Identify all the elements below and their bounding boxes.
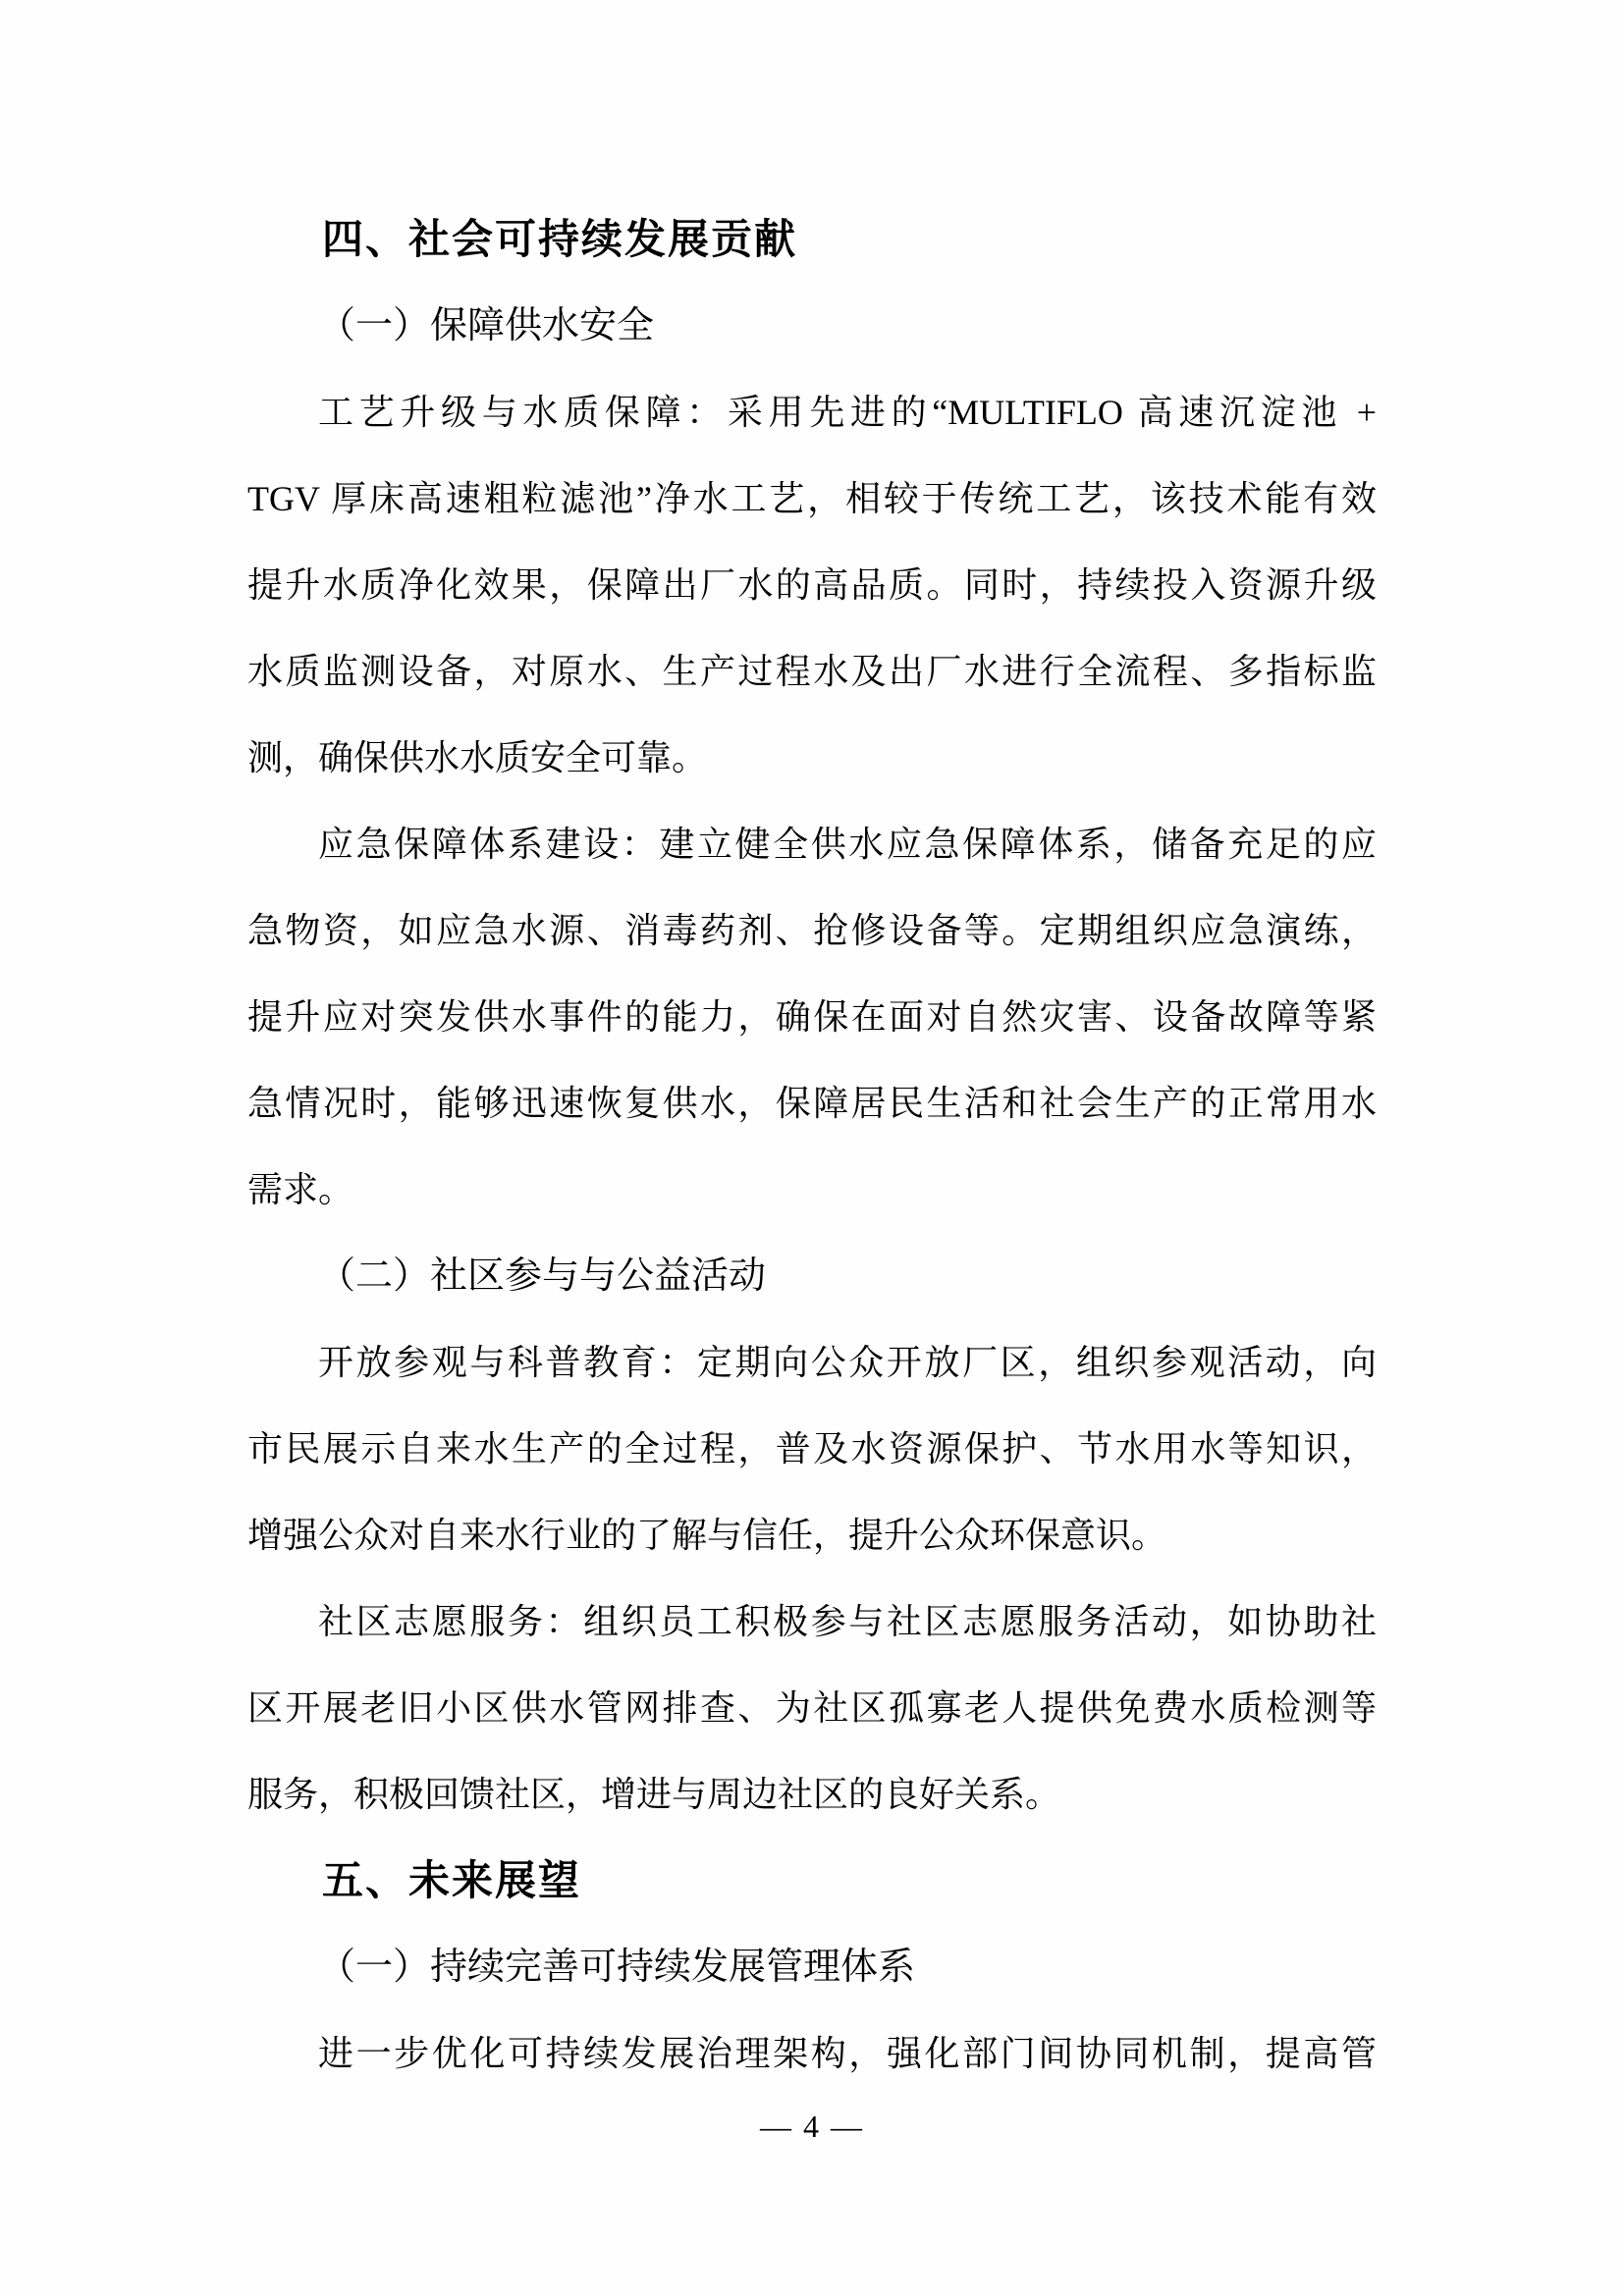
paragraph-line: 提升水质净化效果，保障出厂水的高品质。同时，持续投入资源升级 [247,565,1377,605]
subsection-heading: （二）社区参与与公益活动 [318,1255,767,1297]
paragraph-line: 开放参观与科普教育：定期向公众开放厂区，组织参观活动，向 [318,1343,1377,1382]
paragraph-line: 提升应对突发供水事件的能力，确保在面对自然灾害、设备故障等紧 [247,997,1377,1037]
paragraph-line: 需求。 [247,1170,354,1209]
paragraph-line: TGV 厚床高速粗粒滤池”净水工艺，相较于传统工艺，该技术能有效 [247,479,1377,518]
paragraph [247,1319,1377,1578]
paragraph-line: 急情况时，能够迅速恢复供水，保障居民生活和社会生产的正常用水 [247,1084,1377,1123]
section-heading: 五、未来展望 [322,1857,582,1903]
paragraph-line: 社区志愿服务：组织员工积极参与社区志愿服务活动，如协助社 [318,1602,1377,1641]
subsection-heading: （一）保障供水安全 [318,305,655,347]
paragraph-line: 应急保障体系建设：建立健全供水应急保障体系，储备充足的应 [318,825,1377,864]
section-heading: 四、社会可持续发展贡献 [322,216,798,262]
paragraph-line: 急物资，如应急水源、消毒药剂、抢修设备等。定期组织应急演练， [247,911,1377,950]
paragraph-line: 水质监测设备，对原水、生产过程水及出厂水进行全流程、多指标监 [247,652,1377,691]
paragraph-line: 增强公众对自来水行业的了解与信任，提升公众环保意识。 [247,1516,1167,1555]
paragraph-line: 服务，积极回馈社区，增进与周边社区的良好关系。 [247,1775,1061,1814]
paragraph-line: 测，确保供水水质安全可靠。 [247,738,708,777]
document-body [247,196,1377,2097]
paragraph-line: 进一步优化可持续发展治理架构，强化部门间协同机制，提高管 [318,2034,1377,2073]
paragraph [247,1578,1377,1838]
page-number: — 4 — [760,2109,864,2144]
paragraph [247,801,1377,1233]
paragraph-line: 区开展老旧小区供水管网排查、为社区孤寡老人提供免费水质检测等 [247,1688,1377,1728]
paragraph [247,369,1377,801]
subsection-heading: （一）持续完善可持续发展管理体系 [318,1947,916,1988]
paragraph-line: 市民展示自来水生产的全过程，普及水资源保护、节水用水等知识， [247,1429,1377,1468]
paragraph [247,2010,1377,2097]
paragraph-line: 工艺升级与水质保障：采用先进的“MULTIFLO 高速沉淀池 + [318,393,1377,432]
page-footer [0,2107,1624,2146]
